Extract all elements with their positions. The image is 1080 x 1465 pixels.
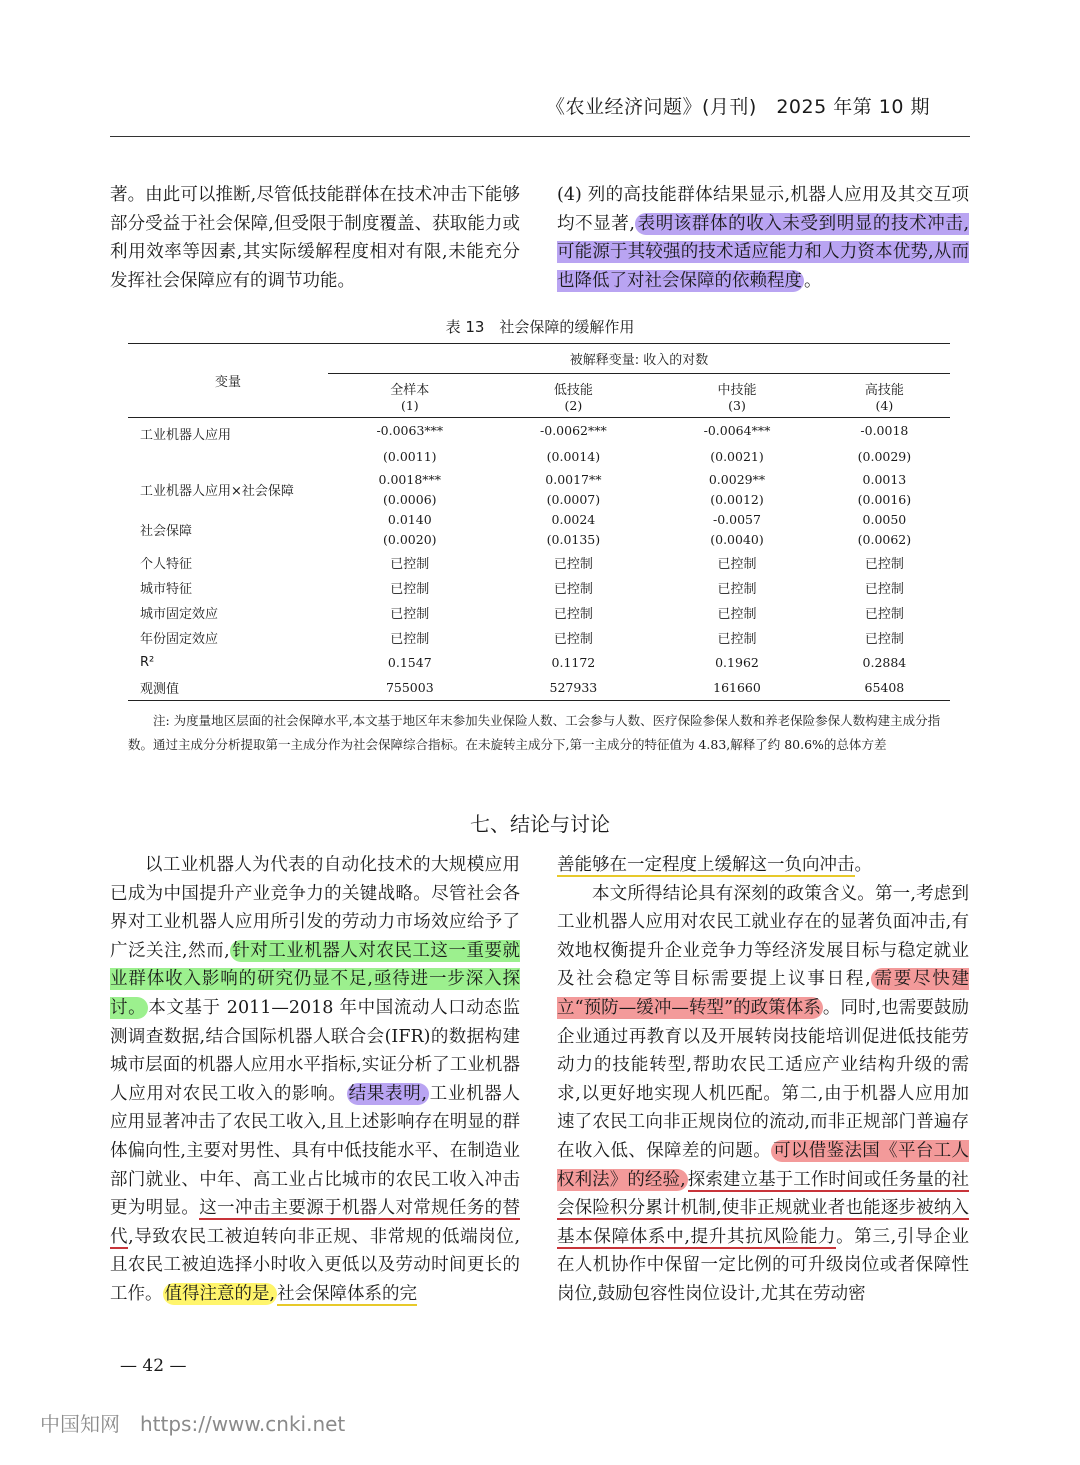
- column-header: 中技能 (3): [717, 382, 757, 413]
- table-cell: 社会保障: [140, 524, 193, 539]
- table-cell: 已控制: [390, 631, 430, 647]
- table-cell: 0.0013: [862, 472, 907, 487]
- table-cell: 0.2884: [862, 654, 907, 670]
- table-cell: 已控制: [864, 556, 904, 572]
- var-header: 变量: [214, 375, 241, 390]
- table-cell: (0.0014): [546, 449, 601, 464]
- table-cell: 65408: [864, 679, 905, 695]
- table-cell: 527933: [549, 679, 598, 695]
- table-cell: 0.1547: [387, 654, 432, 670]
- column-header: 全样本 (1): [390, 382, 430, 413]
- table-cell: (0.0021): [710, 449, 764, 464]
- table-cell: 已控制: [864, 606, 904, 622]
- table-row: [128, 510, 950, 530]
- highlight-purple: 结果表明,: [348, 1083, 427, 1104]
- underline-yellow: 社会保障体系的完: [277, 1283, 418, 1304]
- conclusion-left-column: 以工业机器人为代表的自动化技术的大规模应用已成为中国提升产业竞争力的关键战略。尽管社会各界对工业机器人应用所引发的劳动力市场效应给予了广泛关注,然而, 针对工业机器人对农民工这一重要就业群体收入影响的研究仍显不足,亟待进一步深入探讨。 本文基于 2011—2018 年中国流动人口动态监测调查数据,结合国际机器人联合会(IFR)的数据构建城市层面的机器人应用水平指标,实证分析了工业机器人应用对农民工收入的影响。 结果表明, 工业机器人应用显著冲击了农民工收入,且上述影响存在明显的群体偏向性,主要对男性、具有中低技能水平、在制造业部门就业、中年、高工业占比城市的农民工收入冲击更为明显。这一冲击主要源于机器人对常规任务的替代,导致农民工被迫转向非正规、非常规的低端岗位,且农民工被迫选择小时收入更低以及劳动时间更长的工作。 值得注意的是, 社会保障体系的完: [110, 855, 521, 1304]
- table-cell: 0.0017**: [545, 472, 602, 487]
- top-left-paragraph: 著。由此可以推断,尽管低技能群体在技术冲击下能够部分受益于社会保障,但受限于制度覆盖、获取能力或利用效率等因素,其实际缓解程度相对有限,未能充分发挥社会保障应有的调节功能。: [110, 185, 520, 291]
- table-cell: 已控制: [717, 581, 757, 597]
- table-cell: 0.0024: [551, 512, 596, 527]
- footer-watermark: [40, 1408, 345, 1437]
- table-cell: -0.0018: [860, 423, 909, 439]
- table-cell: 0.0018***: [378, 472, 442, 487]
- journal-header: 《农业经济问题》(月刊) 2025 年第 10 期: [546, 96, 930, 118]
- table-cell: (0.0016): [857, 492, 912, 507]
- table-cell: (0.0029): [857, 449, 912, 464]
- table-cell: -0.0063***: [376, 423, 444, 439]
- table-cell: (0.0135): [546, 532, 601, 547]
- table-cell: 城市特征: [140, 581, 193, 597]
- table-note: 注: 为度量地区层面的社会保障水平,本文基于地区年末参加失业保险人数、工会参与人数、医疗保险参保人数和养老保险参保人数构建主成分指数。通过主成分分析提取第一主成分作为社会保障综合指标。在未旋转主成分下,第一主成分的特征值为 4.83,解释了约 80.6%的总体方差: [128, 713, 941, 752]
- highlight-purple: 表明该群体的收入未受到明显的技术冲击,可能源于其较强的技术适应能力和人力资本优势,从而也降低了对社会保障的依赖程度: [557, 213, 970, 291]
- table-row: [128, 550, 950, 575]
- cnki-logo: 中国知网: [40, 1412, 120, 1436]
- table-cell: 0.0050: [862, 512, 907, 527]
- table-cell: 已控制: [390, 556, 430, 572]
- table-cell: -0.0057: [713, 512, 761, 527]
- table-cell: 0.1172: [551, 654, 596, 670]
- table-cell: 已控制: [553, 631, 593, 647]
- table-cell: 已控制: [390, 581, 430, 597]
- table-caption: 表 13 社会保障的缓解作用: [445, 318, 635, 336]
- top-right-paragraph: (4) 列的高技能群体结果显示,机器人应用及其交互项均不显著, 表明该群体的收入未受到明显的技术冲击,可能源于其较强的技术适应能力和人力资本优势,从而也降低了对社会保障的依赖程度 。: [557, 185, 970, 291]
- table-cell: 观测值: [140, 681, 180, 697]
- table-cell: (0.0012): [710, 492, 764, 507]
- underline-red: 探索建立基于工作时间或任务量的社会保险积分累计机制,使非正规就业者也能逐步被纳入基本保障体系中,提升其抗风险能力: [557, 1169, 970, 1247]
- table-cell: 已控制: [553, 581, 593, 597]
- table-cell: (0.0020): [383, 532, 437, 547]
- underline-red: 这一冲击主要源于机器人对常规任务的替代: [110, 1198, 521, 1247]
- table-cell: 已控制: [864, 581, 904, 597]
- conclusion-right-column: 善能够在一定程度上缓解这一负向冲击。 本文所得结论具有深刻的政策含义。第一,考虑到工业机器人应用对农民工就业存在的显著负面冲击,有效地权衡提升企业竞争力等经济发展目标与稳定就业及社会稳定等目标需要提上议事日程, 需要尽快建立“预防—缓冲—转型”的政策体系 。同时,也需要鼓励企业通过再教育以及开展转岗技能培训促进低技能劳动力的技能转型,帮助农民工适应产业结构升级的需求,以更好地实现人机匹配。第二,由于机器人应用加速了农民工向非正规岗位的流动,而非正规部门普遍存在收入低、保障差的问题。 可以借鉴法国《平台工人权利法》的经验, 探索建立基于工作时间或任务量的社会保险积分累计机制,使非正规就业者也能逐步被纳入基本保障体系中,提升其抗风险能力。第三,引导企业在人机协作中保留一定比例的可升级岗位或者保障性岗位,鼓励包容性岗位设计,尤其在劳动密: [557, 855, 970, 1304]
- table-cell: 0.1962: [715, 654, 759, 670]
- highlight-green: 针对工业机器人对农民工这一重要就业群体收入影响的研究仍显不足,亟待进一步深入探讨。: [110, 940, 520, 1018]
- table-cell: 工业机器人应用: [140, 428, 232, 443]
- table-cell: 工业机器人应用×社会保障: [140, 484, 294, 499]
- table-cell: 已控制: [717, 606, 757, 622]
- table-row: [128, 418, 950, 444]
- page-number: — 42 —: [120, 1356, 187, 1376]
- table-row: [128, 675, 950, 701]
- highlight-yellow: 值得注意的是,: [164, 1283, 276, 1304]
- table-cell: 城市固定效应: [140, 606, 219, 622]
- table-cell: (0.0062): [857, 532, 912, 547]
- table-cell: -0.0062***: [540, 423, 607, 439]
- table-cell: (0.0007): [546, 492, 601, 507]
- column-header: 低技能 (2): [553, 382, 593, 413]
- running-header: [110, 92, 970, 137]
- table-cell: 已控制: [717, 556, 757, 572]
- table-cell: 已控制: [390, 606, 430, 622]
- highlight-red: 需要尽快建立“预防—缓冲—转型”的政策体系: [557, 969, 970, 1018]
- dep-header: 被解释变量: 收入的对数: [328, 344, 950, 374]
- table-cell: -0.0064***: [703, 423, 771, 439]
- table-row: [128, 625, 950, 650]
- table-row: [128, 575, 950, 600]
- table-row: [128, 470, 950, 490]
- section-title: 七、结论与讨论: [470, 812, 610, 836]
- table-cell: 755003: [385, 679, 434, 695]
- table-row: [128, 600, 950, 625]
- table-cell: 已控制: [717, 631, 757, 647]
- table-cell: 0.0029**: [708, 472, 766, 487]
- underline-yellow: 善能够在一定程度上缓解这一负向冲击: [557, 855, 855, 875]
- results-table: [128, 343, 950, 701]
- cnki-url: https://www.cnki.net: [140, 1412, 346, 1436]
- table-cell: 0.0140: [387, 512, 432, 527]
- table-cell: 161660: [713, 679, 761, 695]
- table-cell: 已控制: [553, 606, 593, 622]
- table-cell: 已控制: [553, 556, 593, 572]
- column-header: 高技能 (4): [864, 382, 904, 413]
- table-cell: 已控制: [864, 631, 904, 647]
- table-cell: (0.0011): [383, 449, 437, 464]
- table-cell: (0.0040): [710, 532, 764, 547]
- table-cell: 年份固定效应: [140, 631, 219, 647]
- table-cell: R²: [140, 654, 155, 670]
- table-row: [128, 650, 950, 675]
- highlight-red: 可以借鉴法国《平台工人权利法》的经验,: [557, 1140, 970, 1190]
- table-cell: (0.0006): [383, 492, 437, 507]
- table-cell: 个人特征: [140, 556, 193, 572]
